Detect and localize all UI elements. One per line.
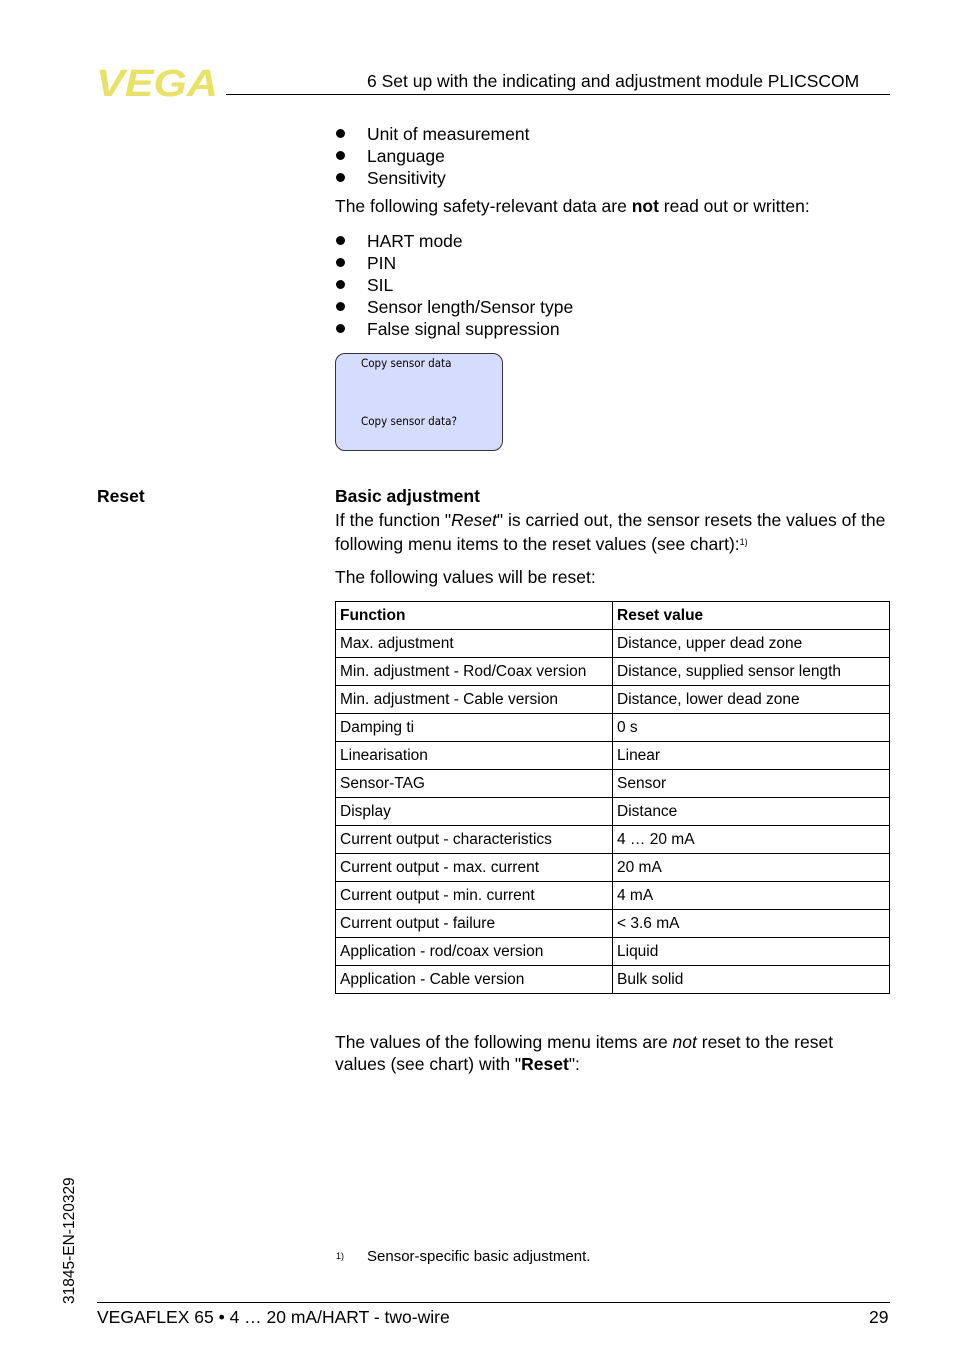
list-item: Sensor length/Sensor type xyxy=(335,296,573,318)
function-cell: Current output - max. current xyxy=(336,854,613,882)
reset-value-cell: Distance xyxy=(613,798,890,826)
document-number: 31845-EN-120329 xyxy=(61,1177,78,1304)
values-intro: The following values will be reset: xyxy=(335,567,596,587)
function-cell: Min. adjustment - Cable version xyxy=(336,686,613,714)
table-header-row xyxy=(336,602,890,630)
svg-text:VEGA: VEGA xyxy=(96,66,218,98)
footnote-mark: 1) xyxy=(336,1251,345,1261)
display-line-2: Copy sensor data? xyxy=(361,414,457,428)
function-cell: Display xyxy=(336,798,613,826)
table-row xyxy=(336,798,890,826)
table-row xyxy=(336,826,890,854)
function-cell: Max. adjustment xyxy=(336,630,613,658)
function-cell: Sensor-TAG xyxy=(336,770,613,798)
chapter-header: 6 Set up with the indicating and adjustment module PLICSCOM xyxy=(367,71,860,91)
table-row xyxy=(336,714,890,742)
section-title: Basic adjustment xyxy=(335,486,480,506)
column-header: Function xyxy=(336,602,613,630)
display-line-1: Copy sensor data xyxy=(361,356,452,370)
table-row xyxy=(336,938,890,966)
reset-value-cell: Sensor xyxy=(613,770,890,798)
reset-value-cell: 0 s xyxy=(613,714,890,742)
reset-value-cell: < 3.6 mA xyxy=(613,910,890,938)
reset-value-cell: 4 … 20 mA xyxy=(613,826,890,854)
display-screen xyxy=(335,353,503,451)
list-item: Unit of measurement xyxy=(335,123,529,145)
table-row xyxy=(336,854,890,882)
reset-value-cell: 20 mA xyxy=(613,854,890,882)
function-cell: Application - rod/coax version xyxy=(336,938,613,966)
vega-logo xyxy=(96,66,220,98)
footnote-text: Sensor-specific basic adjustment. xyxy=(367,1248,591,1265)
list-item: Sensitivity xyxy=(335,167,529,189)
reset-value-cell: Distance, supplied sensor length xyxy=(613,658,890,686)
function-cell: Current output - min. current xyxy=(336,882,613,910)
reset-value-cell: Distance, upper dead zone xyxy=(613,630,890,658)
footnote-ref: 1) xyxy=(739,537,748,547)
reset-intro: If the function "Reset" is carried out, the sensor resets the values of the following menu items to the reset values (see chart):$^{1)}$ xyxy=(335,510,886,554)
not-read-data-list xyxy=(335,230,573,340)
function-cell: Application - Cable version xyxy=(336,966,613,994)
table-row xyxy=(336,686,890,714)
reset-value-cell: Liquid xyxy=(613,938,890,966)
table-row xyxy=(336,770,890,798)
footer-rule xyxy=(97,1302,890,1303)
reset-value-cell: 4 mA xyxy=(613,882,890,910)
table-row xyxy=(336,630,890,658)
table-row xyxy=(336,882,890,910)
list-item: PIN xyxy=(335,252,573,274)
list-item: HART mode xyxy=(335,230,573,252)
reset-value-cell: Bulk solid xyxy=(613,966,890,994)
table-row xyxy=(336,658,890,686)
table-row xyxy=(336,742,890,770)
footer-product: VEGAFLEX 65 • 4 … 20 mA/HART - two-wire xyxy=(97,1307,450,1327)
list-item: SIL xyxy=(335,274,573,296)
function-cell: Current output - failure xyxy=(336,910,613,938)
page-number: 29 xyxy=(869,1307,889,1327)
reset-value-cell: Distance, lower dead zone xyxy=(613,686,890,714)
side-label-reset: Reset xyxy=(97,486,145,506)
header-rule xyxy=(226,94,890,95)
not-read-intro: The following safety-relevant data are not read out or written: xyxy=(335,196,810,216)
table-row xyxy=(336,966,890,994)
table-row xyxy=(336,910,890,938)
reset-value-cell: Linear xyxy=(613,742,890,770)
function-cell: Min. adjustment - Rod/Coax version xyxy=(336,658,613,686)
read-data-list xyxy=(335,123,529,189)
list-item: False signal suppression xyxy=(335,318,573,340)
function-cell: Damping ti xyxy=(336,714,613,742)
function-cell: Current output - characteristics xyxy=(336,826,613,854)
column-header: Reset value xyxy=(613,602,890,630)
reset-values-table xyxy=(335,601,890,994)
not-reset-paragraph: The values of the following menu items are not reset to the reset values (see chart) with "Reset": xyxy=(335,1032,834,1074)
list-item: Language xyxy=(335,145,529,167)
function-cell: Linearisation xyxy=(336,742,613,770)
